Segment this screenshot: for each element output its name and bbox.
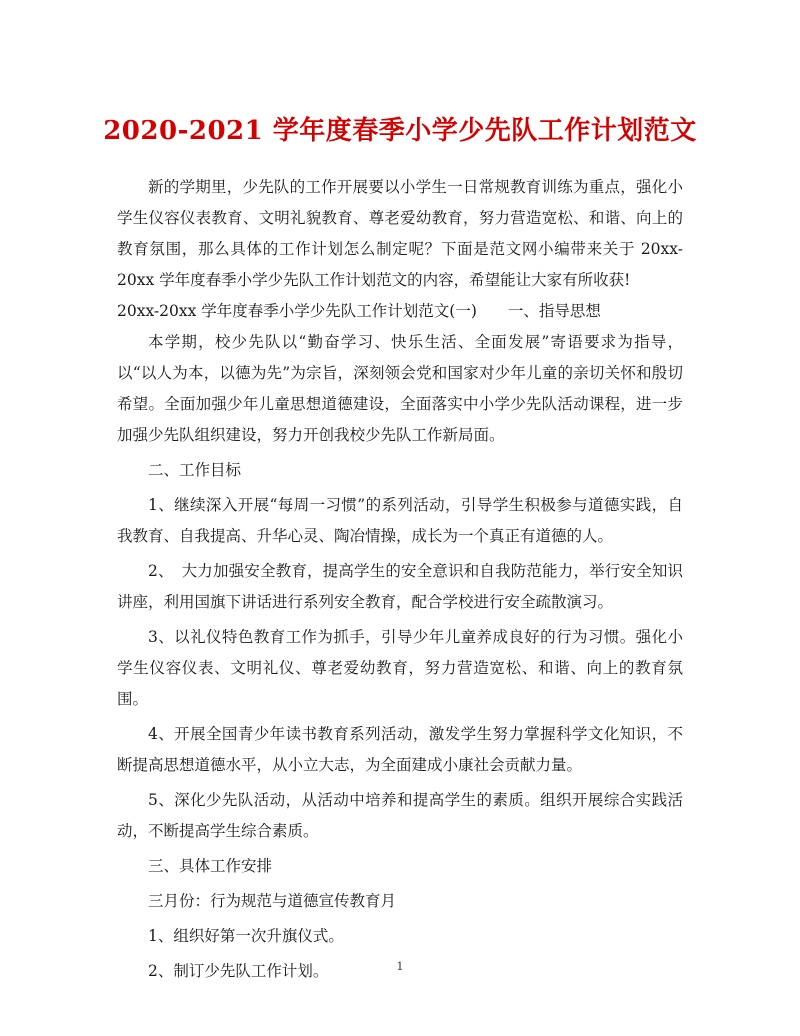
section-heading-schedule: 三、具体工作安排 (148, 857, 273, 875)
goal-item-5: 5、深化少先队活动，从活动中培养和提高学生的素质。组织开展综合实践活动，不断提高学生综合素质。 (117, 791, 683, 840)
schedule-item-1: 1、组织好第一次升旗仪式。 (148, 927, 344, 945)
intro-paragraph: 新的学期里，少先队的工作开展要以小学生一日常规教育训练为重点，强化小学生仪容仪表教育、文明礼貌教育、尊老爱幼教育，努力营造宽松、和谐、向上的教育氛围，那么具体的工作计划怎么制定呢？下面是范文网小编带来关于 20xx-20xx 学年度春季小学少先队工作计划范文的内容，希望能让大家有所收获! (117, 178, 683, 289)
section-heading-goals: 二、工作目标 (148, 461, 242, 479)
goal-item-4: 4、开展全国青少年读书教育系列活动，激发学生努力掌握科学文化知识，不断提高思想道德水平，从小立大志，为全面建成小康社会贡献力量。 (117, 725, 683, 774)
page-number: 1 (396, 960, 404, 973)
document-title: 2020-2021 学年度春季小学少先队工作计划范文 (103, 116, 697, 146)
goal-item-1: 1、继续深入开展“每周一习惯”的系列活动，引导学生积极参与道德实践，自我教育、自我提高、升华心灵、陶冶情操，成长为一个真正有道德的人。 (117, 496, 683, 545)
goal-item-3: 3、以礼仪特色教育工作为抓手，引导少年儿童养成良好的行为习惯。强化小学生仪容仪表、文明礼仪、尊老爱幼教育，努力营造宽松、和谐、向上的教育氛围。 (117, 628, 683, 708)
schedule-item-2: 2、制订少先队工作计划。 (148, 962, 329, 980)
guiding-thought-paragraph: 本学期，校少先队以“勤奋学习、快乐生活、全面发展”寄语要求为指导，以“以人为本，以德为先”为宗旨，深刻领会党和国家对少年儿童的亲切关怀和殷切希望。全面加强少年儿童思想道德建设，全面落实中小学少先队活动课程，进一步加强少先队组织建设，努力开创我校少先队工作新局面。 (117, 333, 683, 444)
document-body (117, 172, 683, 987)
section-heading-guiding-thought: 20xx-20xx 学年度春季小学少先队工作计划范文(一) 一、指导思想 (117, 302, 601, 320)
schedule-month-march: 三月份：行为规范与道德宣传教育月 (148, 892, 397, 910)
goal-item-2: 2、 大力加强安全教育，提高学生的安全意识和自我防范能力，举行安全知识讲座，利用国旗下讲话进行系列安全教育，配合学校进行安全疏散演习。 (117, 562, 683, 611)
